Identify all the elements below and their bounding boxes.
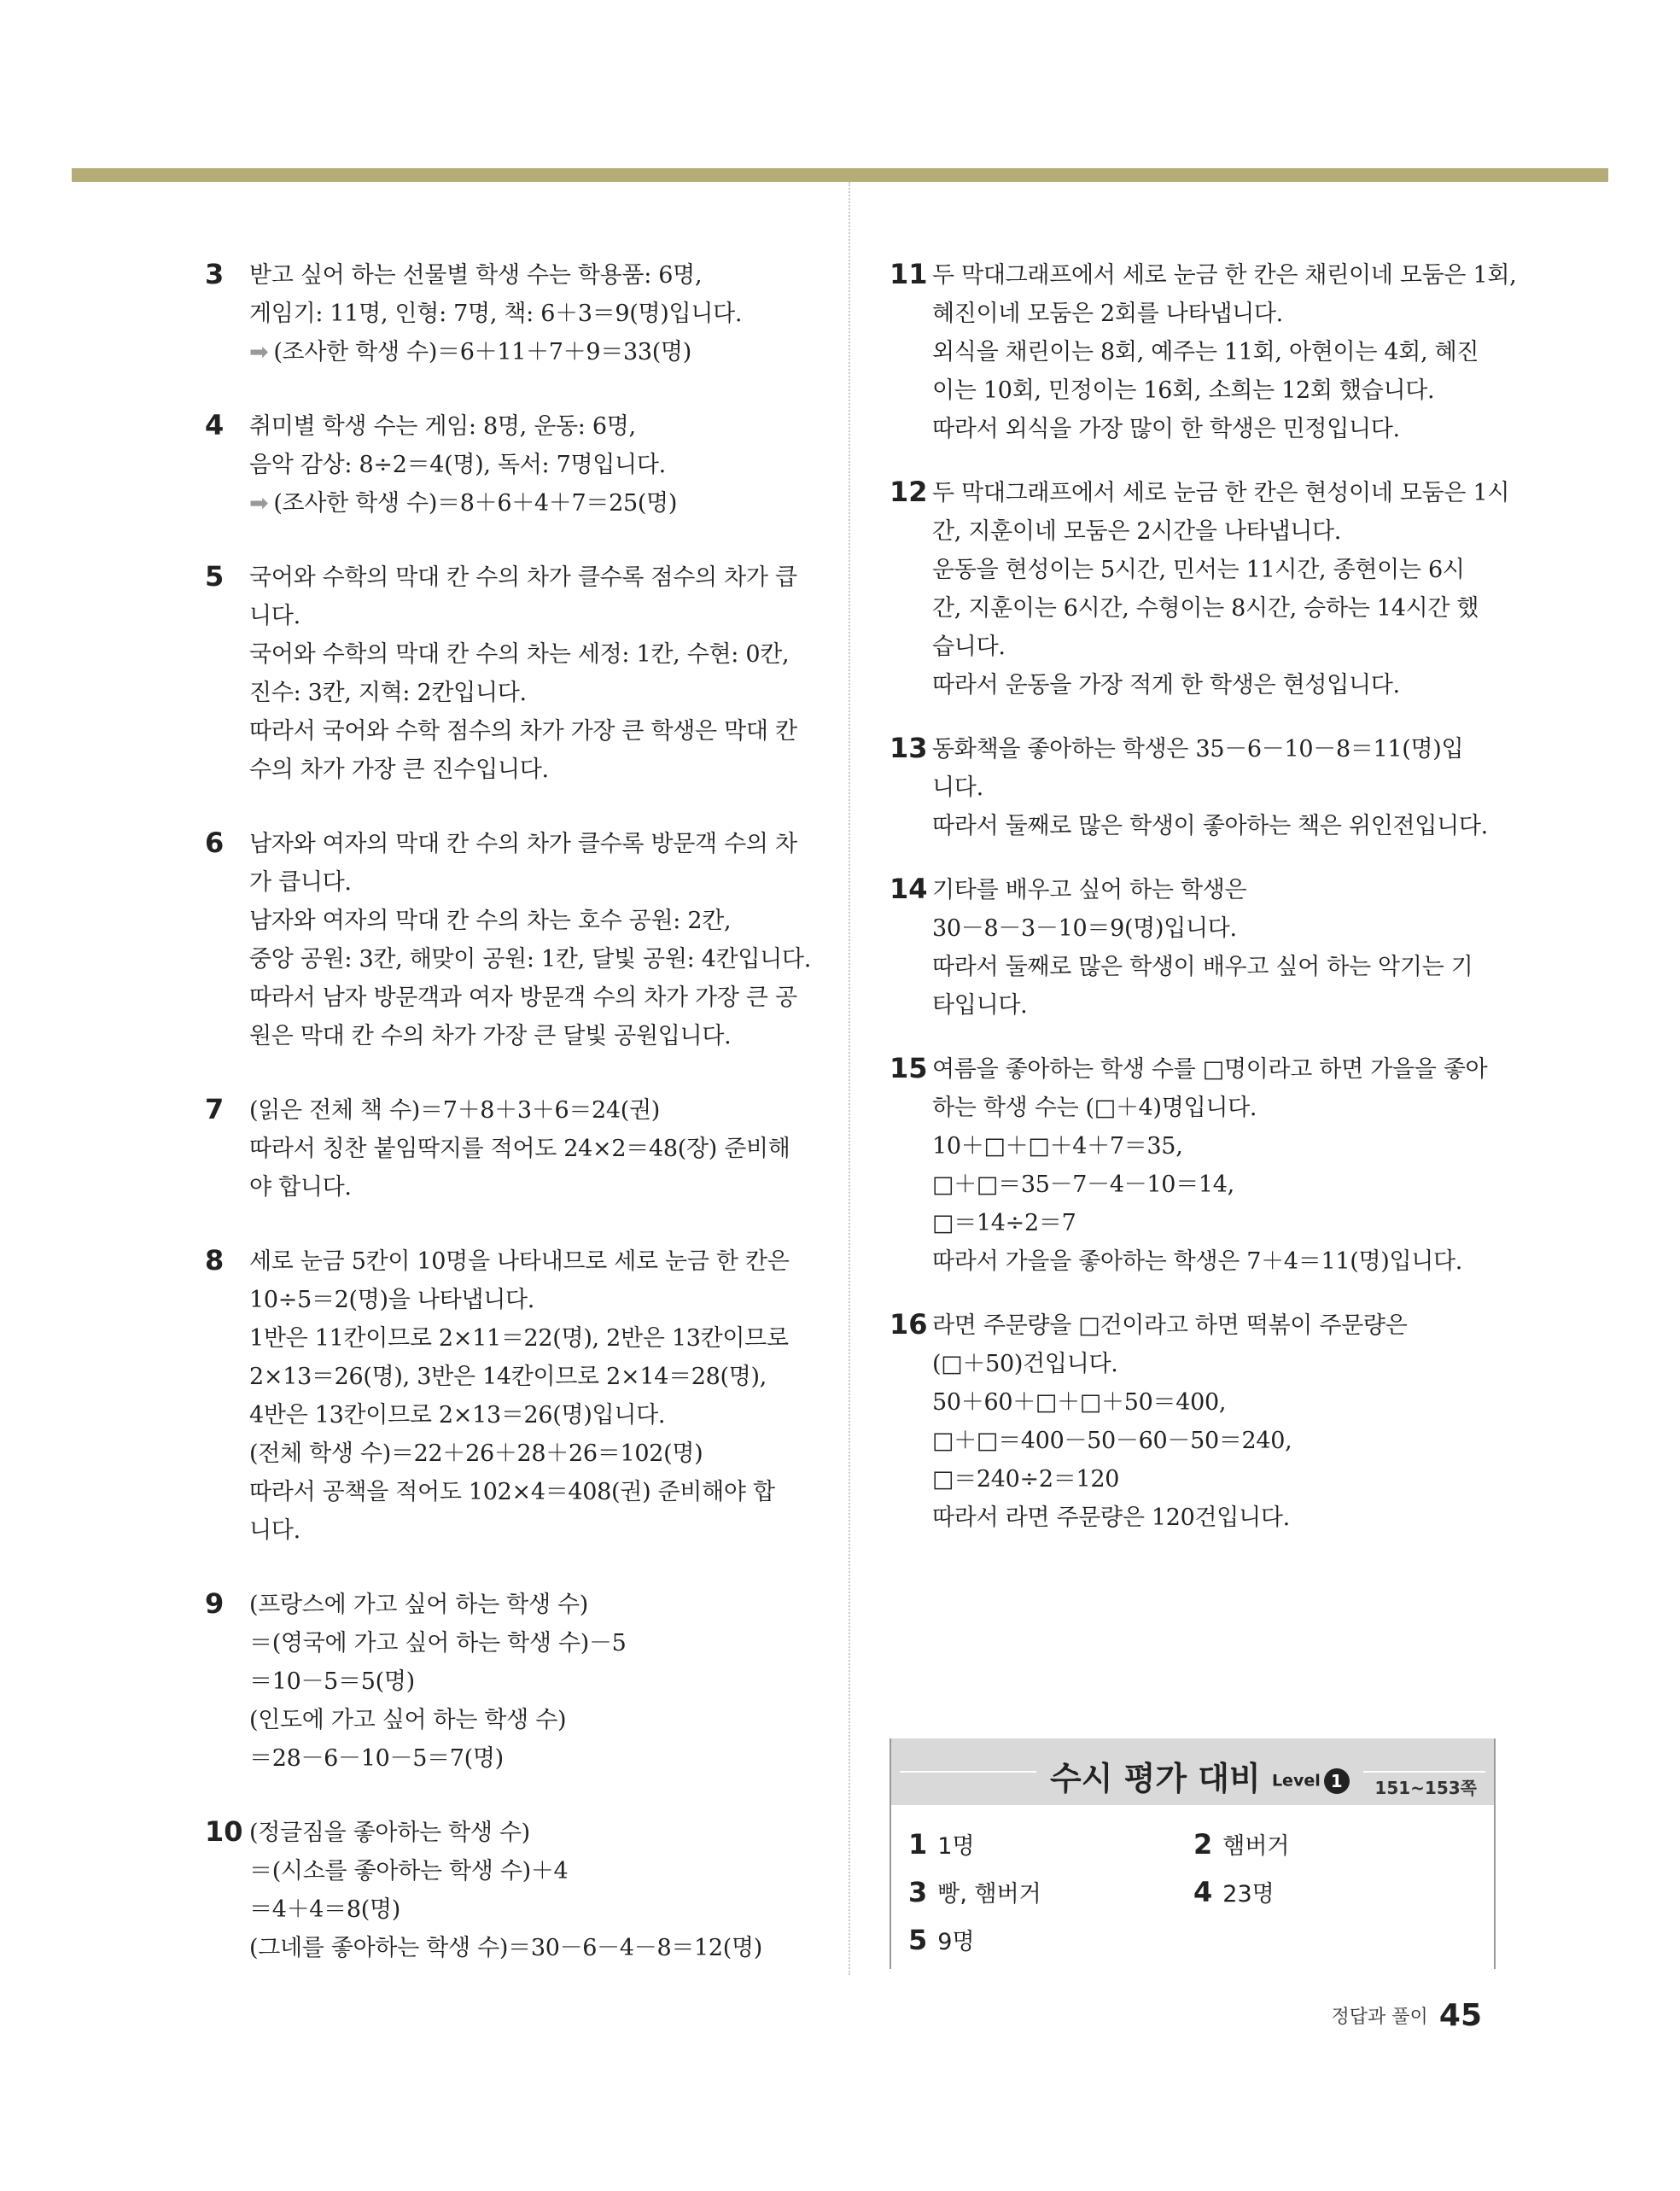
problem-number: 10 <box>205 1815 243 1848</box>
problem-number: 4 <box>205 409 225 441</box>
problem-line <box>249 1319 820 1358</box>
problem-line-text: 진수: 3칸, 지혁: 2칸입니다. <box>249 680 527 706</box>
problem-line <box>932 295 1504 333</box>
problem-line-text: (조사한 학생 수)＝6＋11＋7＋9＝33(명) <box>273 339 691 365</box>
problem-line <box>249 1739 820 1778</box>
problem-number: 8 <box>205 1244 225 1277</box>
problem-line-text: 따라서 가을을 좋아하는 학생은 7＋4＝11(명)입니다. <box>932 1248 1463 1275</box>
answer-text: 9명 <box>937 1929 975 1955</box>
problem-line-text: 두 막대그래프에서 세로 눈금 한 칸은 현성이네 모둠은 1시 <box>932 480 1510 506</box>
problem-line-text: (그네를 좋아하는 학생 수)＝30－6－4－8＝12(명) <box>249 1935 763 1961</box>
problem-10 <box>205 1814 820 1967</box>
problem-line <box>249 825 820 863</box>
answer-4 <box>1193 1875 1275 1908</box>
problem-line <box>249 1511 820 1550</box>
problem-number: 7 <box>205 1093 225 1125</box>
problem-15 <box>890 1050 1504 1281</box>
problem-line-text: 음악 감상: 8÷2＝4(명), 독서: 7명입니다. <box>249 452 666 478</box>
problem-line <box>932 948 1504 986</box>
problem-line-text: (읽은 전체 책 수)＝7＋8＋3＋6＝24(권) <box>249 1097 661 1124</box>
problem-line <box>932 551 1504 589</box>
answer-text: 1명 <box>937 1833 975 1860</box>
problem-number: 15 <box>890 1052 928 1084</box>
problem-line <box>932 1306 1504 1345</box>
problem-line <box>932 1422 1504 1460</box>
problem-8 <box>205 1242 820 1550</box>
problem-line-text: 국어와 수학의 막대 칸 수의 차는 세정: 1칸, 수현: 0칸, <box>249 641 790 668</box>
problem-line-text: 니다. <box>249 603 300 629</box>
arrow-right-icon: ➡ <box>249 490 269 517</box>
problem-line <box>249 1358 820 1396</box>
answer-number: 4 <box>1193 1876 1213 1908</box>
problem-line-text: □＋□＝35－7－4－10＝14, <box>932 1171 1234 1198</box>
problem-line-text: ＝28－6－10－5＝7(명) <box>249 1745 504 1772</box>
answer-number: 2 <box>1193 1828 1213 1861</box>
problem-line <box>932 474 1510 512</box>
problem-11 <box>890 256 1517 448</box>
problem-line <box>932 1499 1504 1537</box>
problem-line <box>249 751 820 789</box>
evaluation-header <box>891 1738 1494 1805</box>
problem-9 <box>205 1586 820 1778</box>
problem-3 <box>205 256 820 371</box>
problem-line-text: (조사한 학생 수)＝8＋6＋4＋7＝25(명) <box>273 490 678 517</box>
problem-line-text: 받고 싶어 하는 선물별 학생 수는 학용품: 6명, <box>249 262 703 289</box>
problem-line <box>249 674 820 712</box>
evaluation-title <box>1036 1752 1363 1799</box>
problem-line <box>249 1929 820 1967</box>
problem-line <box>932 1345 1504 1383</box>
problem-line-text: 남자와 여자의 막대 칸 수의 차는 호수 공원: 2칸, <box>249 908 732 934</box>
evaluation-box <box>890 1738 1496 1969</box>
page-footer <box>1332 1998 1482 2033</box>
problem-number: 16 <box>890 1308 928 1341</box>
problem-line-text: 외식을 채린이는 8회, 예주는 11회, 아현이는 4회, 혜진 <box>932 339 1479 365</box>
problem-line-text: 50＋60＋□＋□＋50＝400, <box>932 1389 1227 1416</box>
problem-line-text: 타입니다. <box>932 992 1028 1019</box>
problem-line <box>249 446 820 484</box>
footer-label: 정답과 풀이 <box>1331 2007 1428 2028</box>
problem-12 <box>890 474 1510 704</box>
problem-line-text: 따라서 둘째로 많은 학생이 배우고 싶어 하는 악기는 기 <box>932 954 1473 980</box>
problem-line <box>249 256 820 295</box>
answer-text: 23명 <box>1222 1881 1275 1908</box>
answer-number: 3 <box>908 1876 928 1908</box>
problem-line <box>932 628 1504 666</box>
problem-line-text: 따라서 국어와 수학 점수의 차가 가장 큰 학생은 막대 칸 <box>249 718 797 745</box>
problem-line <box>249 1662 820 1701</box>
problem-line <box>249 1017 820 1055</box>
problem-number: 13 <box>890 732 928 764</box>
problem-line-text: ＝(영국에 가고 싶어 하는 학생 수)－5 <box>249 1630 627 1656</box>
problem-line <box>932 589 1504 628</box>
answer-number: 1 <box>908 1828 928 1861</box>
problem-line-text: 간, 지훈이는 6시간, 수형이는 8시간, 승하는 14시간 했 <box>932 595 1479 622</box>
problem-number: 3 <box>205 258 225 290</box>
problem-line <box>932 909 1504 948</box>
problem-line-text: 중앙 공원: 3칸, 해맞이 공원: 1칸, 달빛 공원: 4칸입니다. <box>249 946 811 973</box>
problem-line <box>249 1814 820 1852</box>
problem-line <box>932 807 1504 845</box>
problem-line <box>932 1204 1504 1242</box>
problem-line-text: □＝14÷2＝7 <box>932 1210 1076 1236</box>
problem-line-text: 남자와 여자의 막대 칸 수의 차가 클수록 방문객 수의 차 <box>249 831 797 857</box>
problem-line <box>249 295 820 333</box>
problem-line-text: 니다. <box>932 774 983 801</box>
problem-line <box>249 1586 820 1624</box>
answer-text: 빵, 햄버거 <box>937 1881 1041 1908</box>
problem-number: 9 <box>205 1587 225 1620</box>
answer-text: 햄버거 <box>1222 1833 1290 1860</box>
problem-line-text: 2×13＝26(명), 3반은 14칸이므로 2×14＝28(명), <box>249 1364 767 1390</box>
answer-5 <box>908 1923 975 1956</box>
problem-line <box>249 1168 820 1207</box>
problem-line-text: 따라서 운동을 가장 적게 한 학생은 현성입니다. <box>932 672 1400 698</box>
problem-16 <box>890 1306 1504 1537</box>
problem-line <box>249 1852 820 1890</box>
problem-line <box>249 1701 820 1739</box>
problem-line <box>932 768 1504 807</box>
problem-line <box>932 256 1517 295</box>
problem-line-text: 게임기: 11명, 인형: 7명, 책: 6＋3＝9(명)입니다. <box>249 301 743 327</box>
problem-line-text: (정글짐을 좋아하는 학생 수) <box>249 1820 530 1846</box>
problem-number: 5 <box>205 560 225 593</box>
right-column <box>890 256 1517 1563</box>
problem-line <box>249 1890 820 1929</box>
problem-line-text: □＝240÷2＝120 <box>932 1466 1120 1493</box>
problem-line <box>249 558 820 597</box>
problem-number: 12 <box>890 476 928 508</box>
problem-line <box>932 871 1504 909</box>
problem-line <box>249 1281 820 1319</box>
problem-line-text: 라면 주문량을 □건이라고 하면 떡볶이 주문량은 <box>932 1312 1408 1339</box>
problem-line <box>932 730 1504 768</box>
problem-line-text: 습니다. <box>932 634 1006 660</box>
problem-line <box>932 512 1504 551</box>
problem-line <box>932 333 1504 371</box>
problem-line <box>249 863 820 902</box>
problem-14 <box>890 871 1504 1025</box>
problem-line <box>249 1242 820 1281</box>
problem-line <box>249 940 820 979</box>
problem-line <box>932 1127 1504 1166</box>
problem-line-text: 4반은 13칸이므로 2×13＝26(명)입니다. <box>249 1402 666 1429</box>
problem-line-text: 30－8－3－10＝9(명)입니다. <box>932 915 1237 942</box>
problem-6 <box>205 825 820 1055</box>
problem-line-text: (□＋50)건입니다. <box>932 1351 1118 1377</box>
problem-line-text: 이는 10회, 민정이는 16회, 소희는 12회 했습니다. <box>932 377 1435 404</box>
problem-line <box>249 1434 820 1473</box>
problem-line <box>932 1166 1504 1204</box>
arrow-right-icon: ➡ <box>249 339 269 365</box>
problem-line-text: 여름을 좋아하는 학생 수를 □명이라고 하면 가을을 좋아 <box>932 1056 1488 1083</box>
problem-line-text: 간, 지훈이네 모둠은 2시간을 나타냅니다. <box>932 518 1342 545</box>
problem-line <box>249 1624 820 1662</box>
problem-line <box>249 902 820 940</box>
answer-2 <box>1193 1827 1290 1861</box>
problem-line-text: 원은 막대 칸 수의 차가 가장 큰 달빛 공원입니다. <box>249 1023 732 1049</box>
problem-line <box>249 1473 820 1511</box>
problem-line-text: ＝4＋4＝8(명) <box>249 1896 400 1923</box>
problem-line-text: 국어와 수학의 막대 칸 수의 차가 클수록 점수의 차가 큽 <box>249 564 797 591</box>
problem-line <box>932 1050 1504 1089</box>
answer-3 <box>908 1875 1041 1908</box>
problem-line <box>932 410 1504 448</box>
column-divider <box>849 182 850 1975</box>
problem-line-text: 따라서 남자 방문객과 여자 방문객 수의 차가 가장 큰 공 <box>249 984 797 1011</box>
problem-line <box>932 1242 1504 1281</box>
problem-line <box>249 407 820 446</box>
evaluation-level-label: Level <box>1271 1771 1321 1791</box>
evaluation-pages: 151~153쪽 <box>1369 1774 1482 1799</box>
problem-line-text: 세로 눈금 5칸이 10명을 나타내므로 세로 눈금 한 칸은 <box>249 1248 790 1275</box>
problem-line-text: 야 합니다. <box>249 1174 352 1201</box>
problem-line <box>249 1091 820 1130</box>
problem-line-text: 따라서 외식을 가장 많이 한 학생은 민정입니다. <box>932 416 1400 442</box>
left-column <box>205 256 820 2003</box>
evaluation-title-text: 수시 평가 대비 <box>1050 1760 1261 1797</box>
problem-line-text: (인도에 가고 싶어 하는 학생 수) <box>249 1707 567 1733</box>
problem-line-text: 수의 차가 가장 큰 진수입니다. <box>249 757 549 783</box>
evaluation-level-badge: 1 <box>1324 1768 1350 1794</box>
problem-line-text: 두 막대그래프에서 세로 눈금 한 칸은 채린이네 모둠은 1회, <box>932 262 1517 289</box>
problem-line-text: 취미별 학생 수는 게임: 8명, 운동: 6명, <box>249 413 636 440</box>
problem-line-text: 10＋□＋□＋4＋7＝35, <box>932 1133 1183 1160</box>
problem-number: 6 <box>205 827 225 859</box>
problem-line <box>932 371 1504 410</box>
problem-line-text: 따라서 라면 주문량은 120건입니다. <box>932 1504 1290 1531</box>
answer-1 <box>908 1827 975 1861</box>
problem-line <box>932 666 1504 704</box>
problem-7 <box>205 1091 820 1207</box>
problem-line-text: 따라서 공책을 적어도 102×4＝408(권) 준비해야 합 <box>249 1479 775 1505</box>
problem-5 <box>205 558 820 789</box>
problem-line-text: ＝10－5＝5(명) <box>249 1668 415 1695</box>
problem-4 <box>205 407 820 523</box>
problem-line <box>249 597 820 635</box>
problem-line <box>249 712 820 751</box>
problem-line-text: (프랑스에 가고 싶어 하는 학생 수) <box>249 1592 589 1618</box>
problem-line-text: 운동을 현성이는 5시간, 민서는 11시간, 종현이는 6시 <box>932 557 1465 583</box>
problem-line-text: 1반은 11칸이므로 2×11＝22(명), 2반은 13칸이므로 <box>249 1325 789 1352</box>
problem-line <box>249 333 820 371</box>
problem-number: 11 <box>890 258 928 290</box>
problem-line <box>249 979 820 1017</box>
problem-line <box>249 635 820 674</box>
problem-number: 14 <box>890 873 928 905</box>
problem-line <box>249 484 820 523</box>
problem-line-text: 혜진이네 모둠은 2회를 나타냅니다. <box>932 301 1283 327</box>
problem-line-text: 따라서 둘째로 많은 학생이 좋아하는 책은 위인전입니다. <box>932 813 1488 839</box>
problem-line-text: 기타를 배우고 싶어 하는 학생은 <box>932 877 1247 903</box>
problem-line <box>932 1460 1504 1499</box>
problem-line <box>932 1383 1504 1422</box>
problem-line-text: 동화책을 좋아하는 학생은 35－6－10－8＝11(명)입 <box>932 736 1464 762</box>
problem-line-text: □＋□＝400－50－60－50＝240, <box>932 1428 1292 1454</box>
page-number: 45 <box>1438 1998 1482 2033</box>
problem-line-text: 따라서 칭찬 붙임딱지를 적어도 24×2＝48(장) 준비해 <box>249 1136 790 1162</box>
problem-line-text: 10÷5＝2(명)을 나타냅니다. <box>249 1287 535 1313</box>
header-rule <box>72 168 1608 182</box>
problem-line-text: 가 큽니다. <box>249 869 352 896</box>
problem-line <box>249 1396 820 1434</box>
problem-13 <box>890 730 1504 845</box>
problem-line <box>932 1089 1504 1127</box>
problem-line <box>249 1130 820 1168</box>
problem-line-text: 니다. <box>249 1517 300 1544</box>
problem-line-text: 하는 학생 수는 (□＋4)명입니다. <box>932 1095 1257 1121</box>
problem-line-text: ＝(시소를 좋아하는 학생 수)＋4 <box>249 1858 569 1884</box>
problem-line-text: (전체 학생 수)＝22＋26＋28＋26＝102(명) <box>249 1440 703 1467</box>
problem-line <box>932 986 1504 1025</box>
answer-number: 5 <box>908 1924 928 1956</box>
